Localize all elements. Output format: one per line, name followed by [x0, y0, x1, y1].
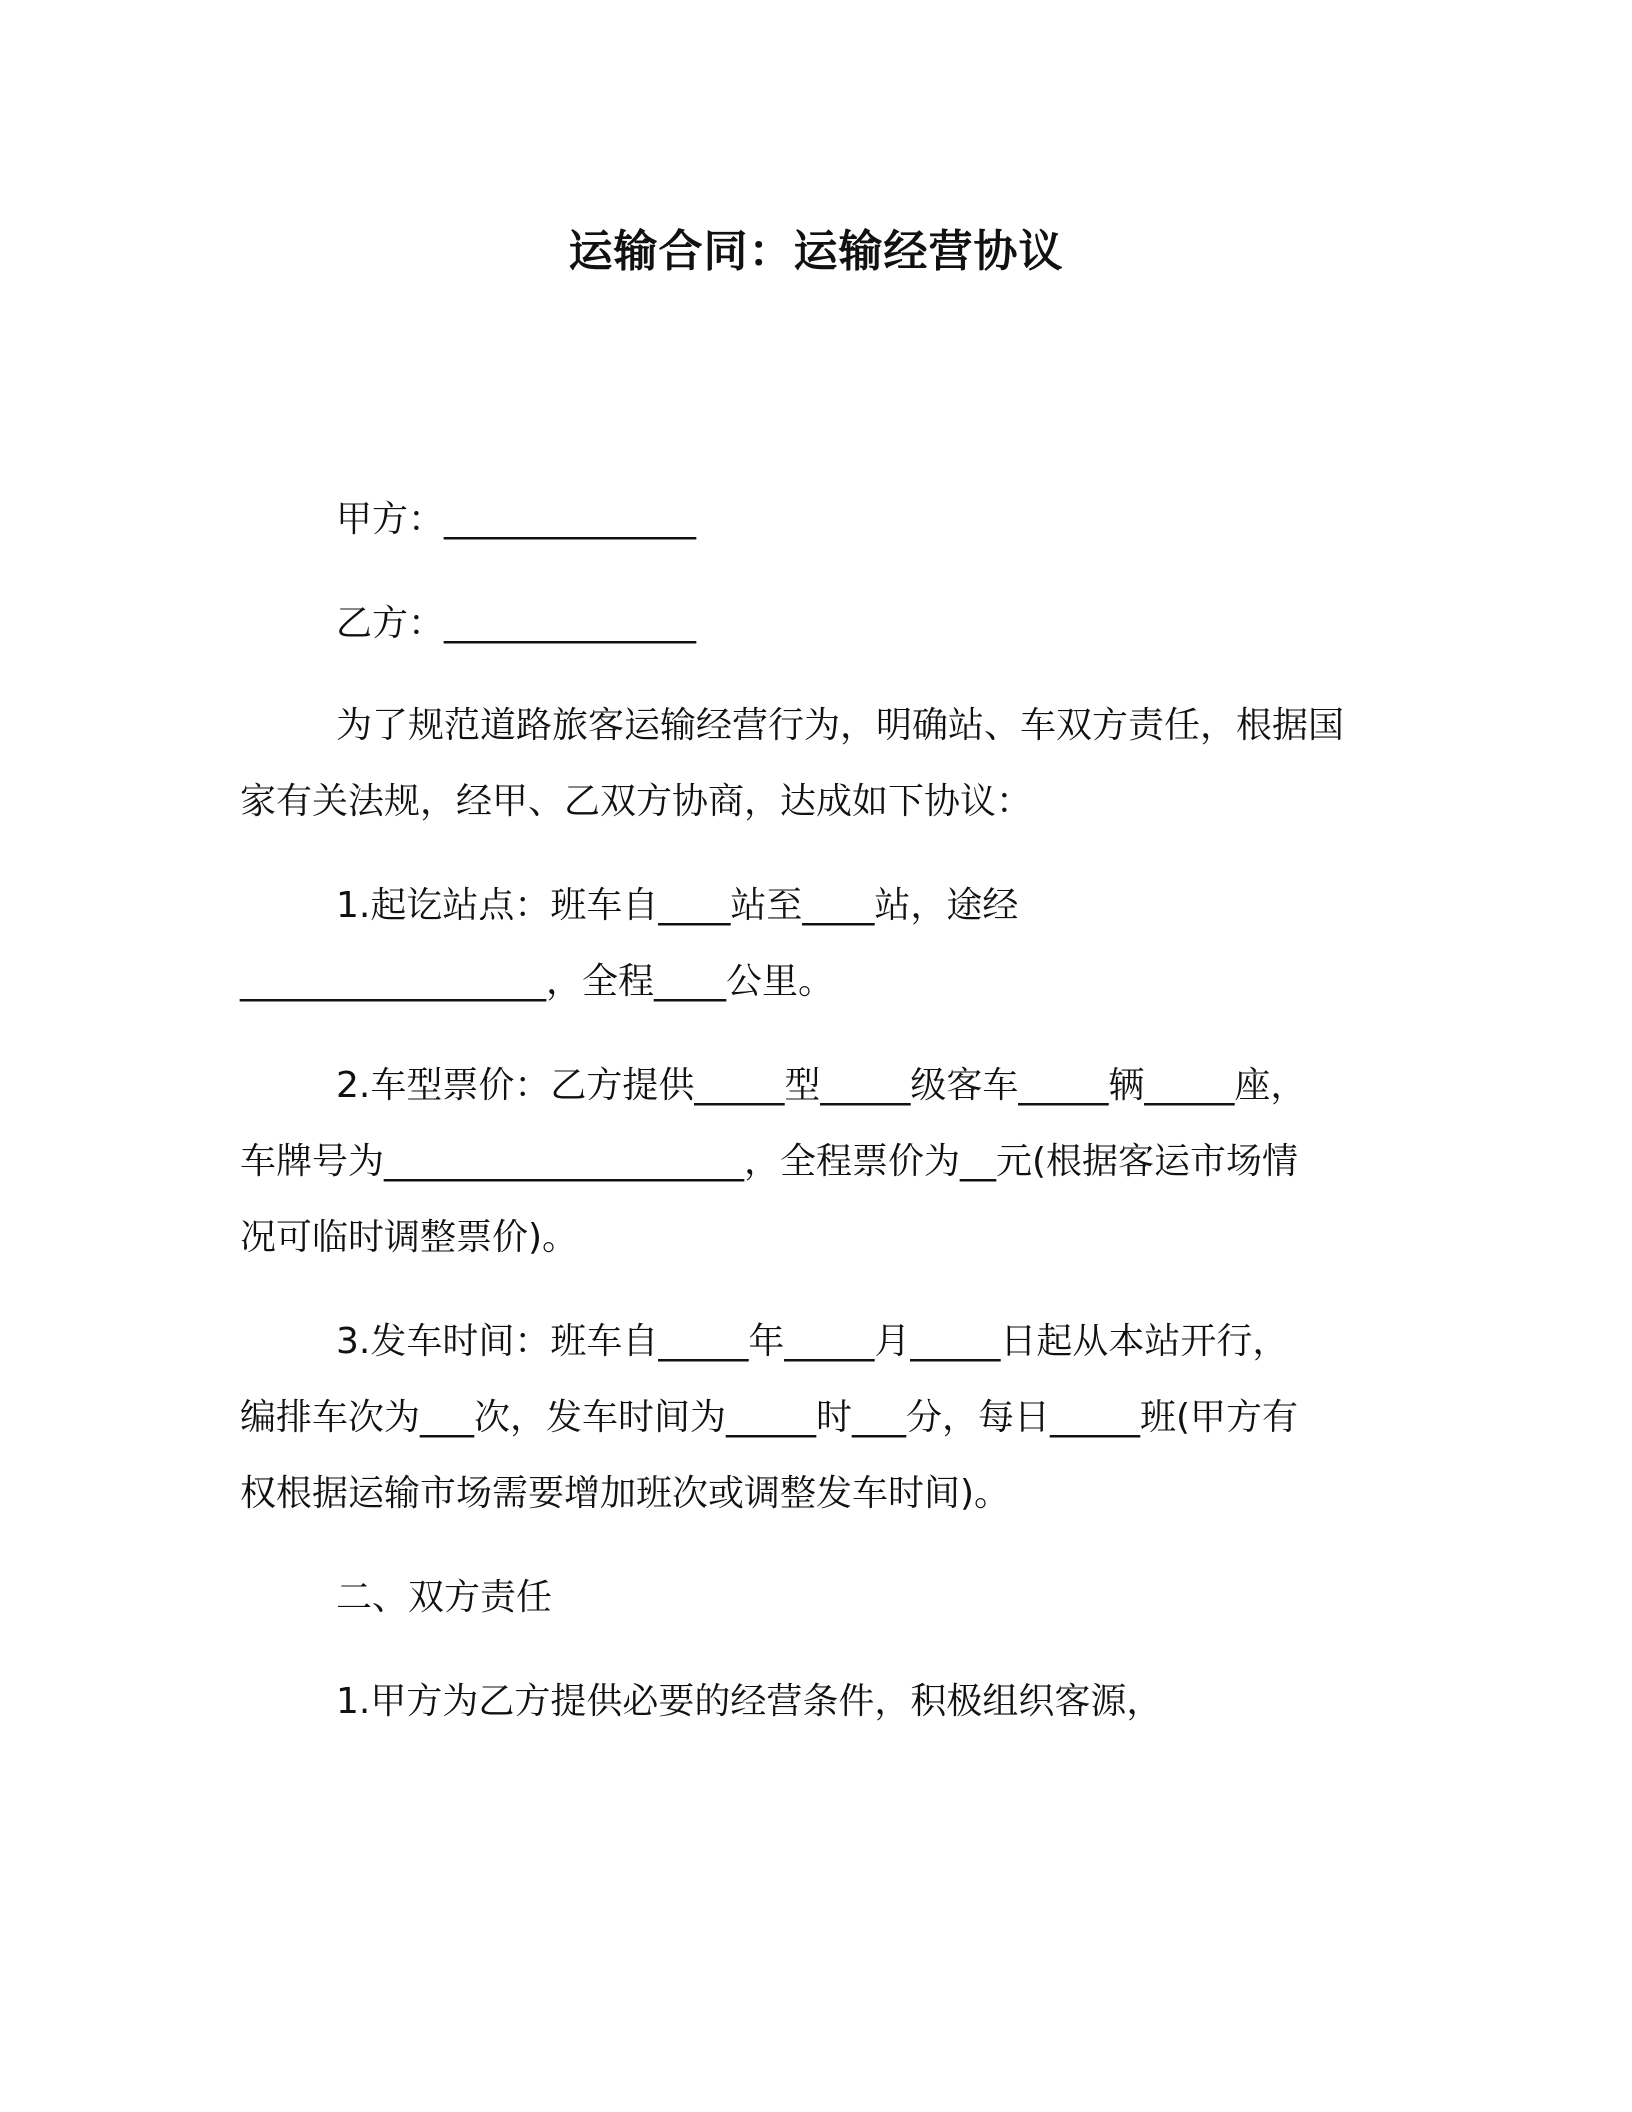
intro-line-2: 家有关法规，经甲、乙双方协商，达成如下协议：: [240, 781, 1033, 822]
item3-line-2: 编排车次为___次，发车时间为_____时___分，每日_____班(甲方有: [240, 1397, 1299, 1438]
party-b-line: 乙方：______________: [336, 603, 697, 644]
section2-item1-line-1: 1.甲方为乙方提供必要的经营条件，积极组织客源，: [336, 1681, 1163, 1722]
item2-line-3: 况可临时调整票价)。: [240, 1217, 579, 1258]
intro-line-1: 为了规范道路旅客运输经营行为，明确站、车双方责任，根据国: [336, 705, 1345, 746]
item3-line-1: 3.发车时间：班车自_____年_____月_____日起从本站开行，: [336, 1321, 1289, 1362]
item1-line-2: _________________，全程____公里。: [240, 961, 835, 1002]
document-title: 运输合同：运输经营协议: [568, 226, 1064, 277]
item2-line-1: 2.车型票价：乙方提供_____型_____级客车_____辆_____座，: [336, 1065, 1307, 1106]
item2-line-2: 车牌号为____________________，全程票价为__元(根据客运市场情: [240, 1141, 1299, 1182]
item3-line-3: 权根据运输市场需要增加班次或调整发车时间)。: [240, 1473, 1011, 1514]
item1-line-1: 1.起讫站点：班车自____站至____站，途经: [336, 885, 1019, 926]
section2-heading: 二、双方责任: [336, 1577, 553, 1618]
party-a-line: 甲方：______________: [336, 499, 697, 540]
